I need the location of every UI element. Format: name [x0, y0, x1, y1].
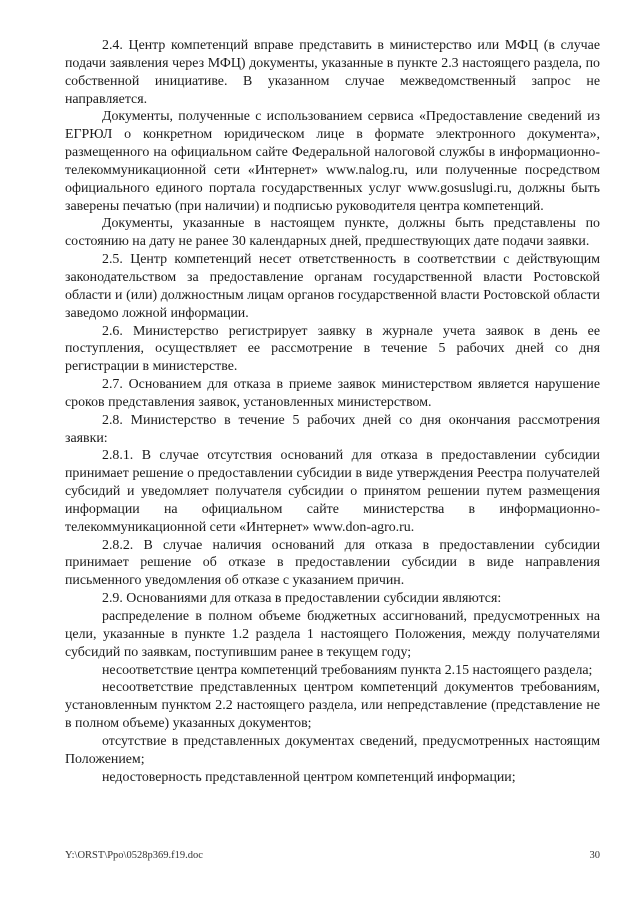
paragraph-refusal-documents: несоответствие представленных центром компетенций документов требованиям, установленным пунктом 2.2 настоящего раздела, или непредставление (представление не в полном объеме) указанных документов; — [65, 680, 600, 732]
paragraph-refusal-budget: распределение в полном объеме бюджетных ассигнований, предусмотренных на цели, указанные в пункте 1.2 раздела 1 настоящего Положения, между получателями субсидий по заявкам, поступившим ранее в текущем году; — [65, 609, 600, 660]
paragraph-2-8-2: 2.8.2. В случае наличия оснований для отказа в предоставлении субсидии принимает решение об отказе в предоставлении субсидии в виде направления письменного уведомления об отказе с указанием причин. — [65, 537, 600, 589]
document-page — [65, 37, 600, 786]
paragraph-2-6: 2.6. Министерство регистрирует заявку в журнале учета заявок в день ее поступления, осуществляет ее рассмотрение в течение 5 рабочих дней со дня регистрации в министерстве. — [65, 323, 600, 375]
paragraph-egrul-documents: Документы, полученные с использованием сервиса «Предоставление сведений из ЕГРЮЛ о конкретном юридическом лице в формате электронного документа», размещенного на официальном сайте Федеральной налоговой службы в информационно-телекоммуникационной сети «Интернет» www.nalog.ru, или полученные посредством официального единого портала государственных услуг www.gosuslugi.ru, должны быть заверены печатью (при наличии) и подписью руководителя центра компетенций. — [65, 109, 600, 214]
paragraph-2-8-1: 2.8.1. В случае отсутствия оснований для отказа в предоставлении субсидии принимает решение о предоставлении субсидии в виде утверждения Реестра получателей субсидий и уведомляет получателя субсидии о принятом решении путем размещения информации на официальном сайте министерства в информационно-телекоммуникационной сети «Интернет» www.don-agro.ru. — [65, 448, 600, 535]
paragraph-2-7: 2.7. Основанием для отказа в приеме заявок министерством является нарушение сроков представления заявок, установленных министерством. — [65, 377, 600, 410]
page-footer — [65, 848, 600, 864]
paragraph-2-4: 2.4. Центр компетенций вправе представить в министерство или МФЦ (в случае подачи заявления через МФЦ) документы, указанные в пункте 2.3 настоящего раздела, по собственной инициативе. В указанном случае межведомственный запрос не направляется. — [65, 38, 600, 107]
paragraph-refusal-missing-info: отсутствие в представленных документах сведений, предусмотренных настоящим Положением; — [65, 733, 600, 767]
paragraph-refusal-requirements: несоответствие центра компетенций требованиям пункта 2.15 настоящего раздела; — [102, 662, 593, 678]
paragraph-2-9: 2.9. Основаниями для отказа в предоставлении субсидии являются: — [102, 591, 502, 607]
paragraph-2-8: 2.8. Министерство в течение 5 рабочих дней со дня окончания рассмотрения заявки: — [65, 412, 600, 446]
paragraph-2-5: 2.5. Центр компетенций несет ответственность в соответствии с действующим законодательством за предоставление органам государственной власти Ростовской области и (или) должностным лицам органов государственной власти Ростовской области заведомо ложной информации. — [65, 252, 600, 321]
page-number: 30 — [589, 850, 600, 861]
paragraph-refusal-false-info: недостоверность представленной центром компетенций информации; — [102, 769, 516, 785]
footer-file-path: Y:\ORST\Ppo\0528p369.f19.doc — [65, 850, 203, 861]
paragraph-documents-date: Документы, указанные в настоящем пункте, должны быть представлены по состоянию на дату не ранее 30 календарных дней, предшествующих дате подачи заявки. — [65, 216, 600, 250]
